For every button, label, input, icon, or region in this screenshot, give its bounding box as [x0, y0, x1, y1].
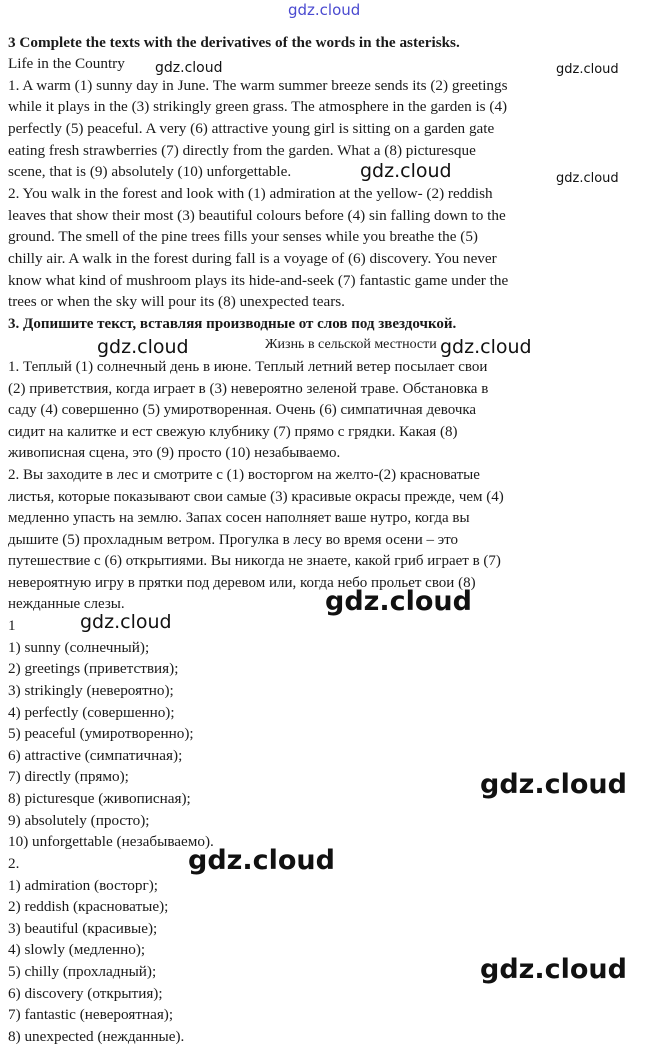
paragraph-line: дышите (5) прохладным ветром. Прогулка в лесу во время осени – это [8, 532, 459, 548]
watermark: gdz.cloud [155, 60, 223, 76]
watermark: gdz.cloud [556, 62, 619, 77]
text-title-ru: Жизнь в сельской местности [265, 337, 437, 352]
answer-item: 3) strikingly (невероятно); [8, 682, 174, 699]
watermark: gdz.cloud [97, 336, 189, 358]
answer-item: 7) fantastic (невероятная); [8, 1006, 174, 1023]
paragraph-line: (2) приветствия, когда играет в (3) невероятно зеленой траве. Обстановка в [8, 381, 489, 397]
paragraph-line: 2. Вы заходите в лес и смотрите с (1) восторгом на желто-(2) красноватые [8, 467, 480, 483]
watermark: gdz.cloud [556, 171, 619, 186]
paragraph-line: листья, которые показывают свои самые (3) красивые окрасы прежде, чем (4) [8, 489, 504, 505]
watermark: gdz.cloud [440, 336, 532, 358]
paragraph-line: eating fresh strawberries (7) directly from the garden. What a (8) picturesque [8, 142, 476, 159]
paragraph-line: 2. You walk in the forest and look with (1) admiration at the yellow- (2) reddish [8, 185, 493, 202]
answer-item: 9) absolutely (просто); [8, 812, 150, 829]
paragraph-line: медленно упасть на землю. Запах сосен наполняет ваше нутро, когда вы [8, 510, 470, 526]
paragraph-line: невероятную игру в прятки под деревом или, когда небо прольет свои (8) [8, 575, 476, 591]
watermark: gdz.cloud [188, 845, 335, 876]
paragraph-line: perfectly (5) peaceful. A very (6) attractive young girl is sitting on a garden gate [8, 120, 495, 137]
answer-item: 4) perfectly (совершенно); [8, 704, 175, 721]
paragraph-line: 1. A warm (1) sunny day in June. The warm summer breeze sends its (2) greetings [8, 77, 508, 94]
watermark: gdz.cloud [360, 160, 452, 182]
exercise-heading: 3 Complete the texts with the derivatives of the words in the asterisks. [8, 34, 460, 51]
text-title: Life in the Country [8, 55, 125, 72]
answer-item: 2) greetings (приветствия); [8, 660, 179, 677]
paragraph-line: chilly air. A walk in the forest during fall is a voyage of (6) discovery. You never [8, 250, 497, 267]
paragraph-line: сидит на калитке и ест свежую клубнику (7) прямо с грядки. Какая (8) [8, 424, 458, 440]
answer-item: 1) sunny (солнечный); [8, 639, 150, 656]
answer-item: 6) attractive (симпатичная); [8, 747, 183, 764]
answer-item: 7) directly (прямо); [8, 768, 129, 785]
answer-item: 4) slowly (медленно); [8, 941, 146, 958]
answer-item: 5) peaceful (умиротворенно); [8, 725, 194, 742]
paragraph-line: while it plays in the (3) strikingly green grass. The atmosphere in the garden is (4) [8, 98, 508, 115]
answer-item: 8) picturesque (живописная); [8, 790, 191, 807]
answer-item: 10) unforgettable (незабываемо). [8, 833, 214, 850]
watermark: gdz.cloud [80, 611, 172, 633]
paragraph-line: scene, that is (9) absolutely (10) unforgettable. [8, 163, 292, 180]
paragraph-line: живописная сцена, это (9) просто (10) незабываемо. [8, 445, 341, 461]
paragraph-line: саду (4) совершенно (5) умиротворенная. Очень (6) симпатичная девочка [8, 402, 477, 418]
paragraph-line: trees or when the sky will pour its (8) unexpected tears. [8, 293, 345, 310]
answer-item: 3) beautiful (красивые); [8, 920, 158, 937]
paragraph-line: leaves that show their most (3) beautiful colours before (4) sin falling down to the [8, 207, 506, 224]
answer-item: 8) unexpected (нежданные). [8, 1028, 185, 1045]
answer-item: 2) reddish (красноватые); [8, 898, 169, 915]
watermark: gdz.cloud [480, 954, 627, 985]
answers-label: 2. [8, 855, 20, 872]
exercise-heading-ru: 3. Допишите текст, вставляя производные от слов под звездочкой. [8, 316, 457, 332]
watermark: gdz.cloud [325, 586, 472, 617]
watermark: gdz.cloud [480, 769, 627, 800]
answer-item: 6) discovery (открытия); [8, 985, 163, 1002]
paragraph-line: путешествие с (6) открытиями. Вы никогда не знаете, какой гриб играет в (7) [8, 553, 501, 569]
paragraph-line: ground. The smell of the pine trees fills your senses while you breathe the (5) [8, 228, 478, 245]
paragraph-line: know what kind of mushroom plays its hide-and-seek (7) fantastic game under the [8, 272, 509, 289]
answer-item: 5) chilly (прохладный); [8, 963, 157, 980]
paragraph-line: 1. Теплый (1) солнечный день в июне. Теплый летний ветер посылает свои [8, 359, 488, 375]
paragraph-line: нежданные слезы. [8, 596, 125, 612]
answers-label: 1 [8, 617, 16, 634]
watermark-logo[interactable]: gdz.cloud [288, 1, 361, 19]
answer-item: 1) admiration (восторг); [8, 877, 159, 894]
